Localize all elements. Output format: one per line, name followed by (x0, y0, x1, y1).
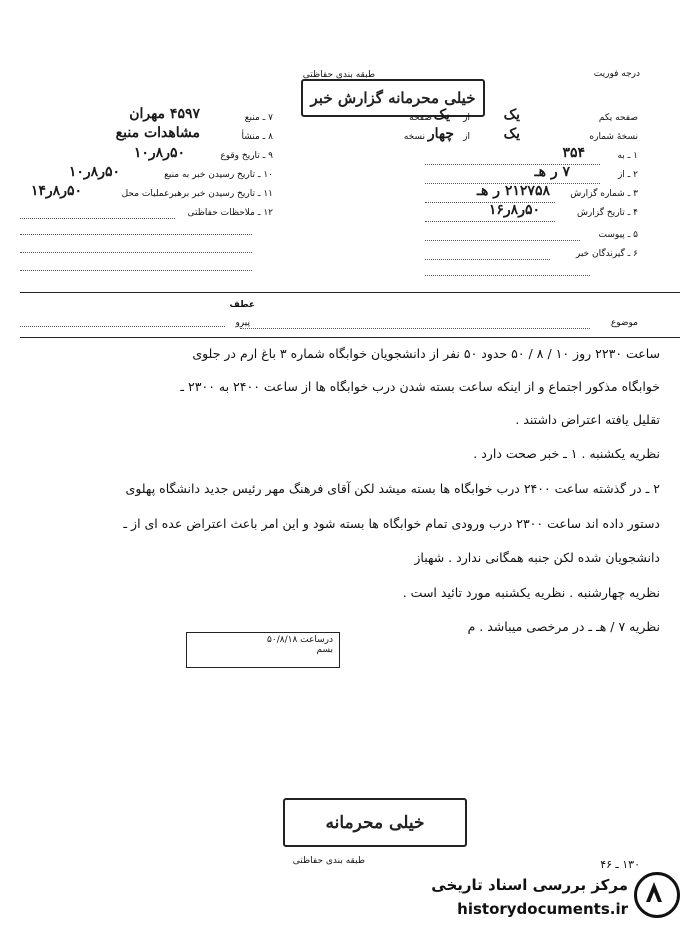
archive-name: مرکز بررسی اسناد تاریخی (431, 876, 628, 894)
subject-label: موضوع (610, 318, 638, 328)
urgency-label: درجه فوریت (593, 69, 640, 79)
classification-caption-top: طبقه بندی حفاظتی (302, 70, 375, 80)
bottom-stamp-text: خیلی محرمانه (325, 812, 425, 833)
to-label: ۱ ـ به (617, 151, 638, 161)
received-stamp-line1: درساعت ۵۰/۸/۱۸ (267, 635, 333, 645)
security-notes-dots-3 (20, 252, 252, 253)
receipt-source-value: ۵۰ر۸ر۱۰ (68, 164, 120, 180)
to-value: ۳۵۴ (562, 145, 585, 161)
follow-label: عطف (229, 300, 255, 310)
source-label: ۷ ـ منبع (244, 113, 273, 123)
security-notes-dots-4 (20, 270, 252, 271)
page-unit-label: صفحه (409, 113, 432, 123)
received-stamp-line2: بسم (316, 645, 333, 655)
header-separator (20, 292, 680, 293)
archive-url: historydocuments.ir (457, 900, 628, 918)
receipt-source-label: ۱۰ ـ تاریخ رسیدن خبر به منبع (164, 170, 273, 180)
origin-label: ۸ ـ منشأ (241, 132, 273, 142)
receipt-ops-label: ۱۱ ـ تاریخ رسیدن خبر برهبرعملیات محل (121, 189, 273, 199)
event-date-value: ۵۰ر۸ر۱۰ (133, 145, 185, 161)
source-value: ۴۵۹۷ مهران (129, 106, 200, 122)
report-date-value: ۵۰ر۸ر۱۶ (488, 202, 540, 218)
attachment-label: ۵ ـ پیوست (598, 230, 638, 240)
copy-from-label: از (463, 132, 470, 142)
copy-number-label: نسخهٔ شماره (589, 132, 638, 142)
top-stamp-text: خیلی محرمانه گزارش خبر (310, 89, 476, 107)
body-line-7: دانشجویان شده لکن جنبه همگانی ندارد . شهباز (414, 550, 660, 565)
body-line-2: خوابگاه مذکور اجتماع و از اینکه ساعت بسته شدن درب خوابگاه ها از ساعت ۲۴۰۰ به ۲۳۰۰ ـ (180, 379, 660, 394)
security-notes-label: ۱۲ ـ ملاحظات حفاظتی (187, 208, 273, 218)
classification-caption-bottom: طبقه بندی حفاظتی (292, 856, 365, 866)
page-one-value: یک (503, 107, 520, 123)
recipients-dots-1 (425, 259, 550, 260)
security-notes-dots-2 (20, 234, 252, 235)
page-one-label: صفحه یکم (598, 113, 638, 123)
body-line-1: ساعت ۲۲۳۰ روز ۱۰ / ۸ / ۵۰ حدود ۵۰ نفر از دانشجویان خوابگاه شماره ۳ باغ ارم در جلوی (192, 346, 660, 361)
attachment-dots (425, 240, 580, 241)
from-label: ۲ ـ از (617, 170, 638, 180)
body-line-4: نظریه یکشنبه . ۱ ـ خبر صحت دارد . (473, 446, 660, 461)
subject-separator (20, 337, 680, 338)
subject-dots (240, 328, 590, 329)
page-total-value: یک (433, 107, 450, 123)
report-date-dots (425, 221, 555, 222)
copy-total-value: چهار (427, 126, 454, 142)
body-line-9: نظریه ۷ / هـ ـ در مرخصی میباشد . م (467, 619, 660, 634)
copy-unit-label: نسخه (403, 132, 425, 142)
top-classification-stamp (301, 79, 485, 117)
body-line-3: تقلیل یافته اعتراض داشتند . (515, 412, 660, 427)
body-line-5: ۲ ـ در گذشته ساعت ۲۴۰۰ درب خوابگاه ها بسته میشد لکن آقای فرهنگ مهر رئیس جدید دانشگاه پهلوی (125, 481, 660, 496)
body-line-8: نظریه چهارشنبه . نظریه یکشنبه مورد تائید است . (402, 585, 660, 600)
to-dots (425, 164, 600, 165)
security-notes-dots-1 (20, 218, 175, 219)
receipt-ops-value: ۵۰ر۸ر۱۴ (30, 183, 82, 199)
from-value: ۷ ر هـ (534, 164, 570, 180)
report-number-value: ۲۱۲۷۵۸ ر هـ (476, 183, 550, 199)
recipients-label: ۶ ـ گیرندگان خبر (575, 249, 638, 259)
report-number-label: ۳ ـ شماره گزارش (570, 189, 638, 199)
event-date-label: ۹ ـ تاریخ وقوع (220, 151, 273, 161)
follow-sub-label: پیرو (235, 318, 250, 328)
page-from-label: از (463, 113, 470, 123)
bottom-classification-stamp (283, 798, 467, 847)
archive-logo-icon (634, 872, 680, 918)
follow-dots (20, 326, 225, 327)
recipients-dots-2 (425, 275, 590, 276)
document-code: ۱۳۰ ـ ۴۶ (600, 858, 640, 871)
body-line-6: دستور داده اند ساعت ۲۳۰۰ درب ورودی تمام خوابگاه ها بسته شود و این امر باعث اعتراض عده ای از ـ (123, 516, 660, 531)
report-date-label: ۴ ـ تاریخ گزارش (576, 208, 638, 218)
received-stamp (186, 632, 340, 668)
copy-number-value: یک (503, 126, 520, 142)
origin-value: مشاهدات منبع (115, 125, 200, 141)
